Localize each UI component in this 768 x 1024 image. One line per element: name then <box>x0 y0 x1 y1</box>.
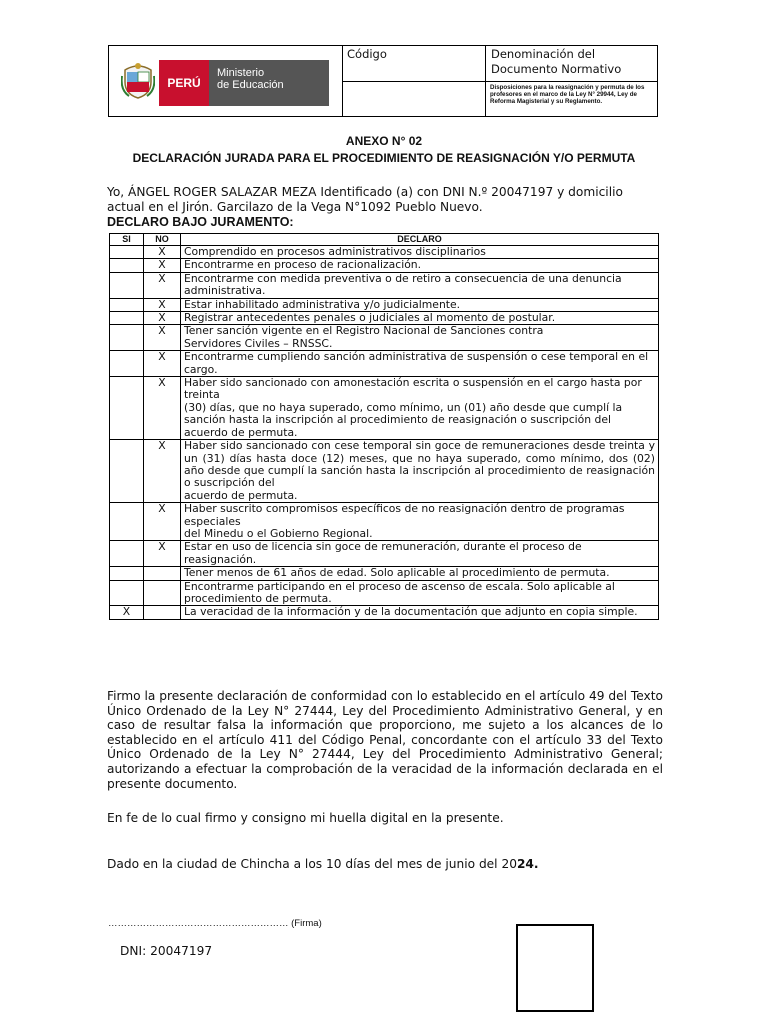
table-row <box>110 440 659 503</box>
declaro-line: Haber suscrito compromisos específicos de no reasignación dentro de programas especiales <box>184 502 625 528</box>
si-cell <box>110 351 144 377</box>
ministry-logo-box <box>209 60 329 106</box>
declaro-cell <box>181 377 659 440</box>
declaro-cell: Tener menos de 61 años de edad. Solo aplicable al procedimiento de permuta. <box>181 567 659 580</box>
peru-logo-box <box>159 60 209 106</box>
col-header-si: SI <box>110 234 144 246</box>
codigo-value-cell <box>343 82 486 117</box>
annex-title: ANEXO N° 02 <box>345 134 423 148</box>
declaro-cell <box>181 440 659 503</box>
table-row <box>110 246 659 259</box>
no-cell: X <box>144 377 181 440</box>
si-cell <box>110 259 144 272</box>
coat-of-arms-icon <box>121 60 155 100</box>
no-cell: X <box>144 246 181 259</box>
table-row <box>110 325 659 351</box>
no-cell: X <box>144 351 181 377</box>
si-cell: X <box>110 606 144 619</box>
logo-ministry-line1: Ministerio <box>217 67 265 79</box>
logo-country-text: PERÚ <box>167 76 201 90</box>
declaro-line: Haber sido sancionado con amonestación escrita o suspensión en el cargo hasta por treinta <box>184 376 642 402</box>
si-cell <box>110 377 144 440</box>
declaro-cell: Encontrarme cumpliendo sanción administrativa de suspensión o cese temporal en el cargo. <box>181 351 659 377</box>
declaro-line: Servidores Civiles – RNSSC. <box>184 336 333 350</box>
si-cell <box>110 580 144 606</box>
no-cell: X <box>144 440 181 503</box>
no-cell: X <box>144 312 181 325</box>
codigo-label: Código <box>347 47 387 61</box>
declaro-cell: Comprendido en procesos administrativos disciplinarios <box>181 246 659 259</box>
si-cell <box>110 541 144 567</box>
document-heading: DECLARACIÓN JURADA PARA EL PROCEDIMIENTO DE REASIGNACIÓN Y/O PERMUTA <box>132 151 636 165</box>
table-row <box>110 259 659 272</box>
table-row <box>110 351 659 377</box>
table-row <box>110 567 659 580</box>
declaration-table-body <box>110 246 659 620</box>
si-cell <box>110 567 144 580</box>
no-cell <box>144 580 181 606</box>
declaro-line: (30) días, que no haya superado, como mínimo, un (01) año desde que cumplí la sanción hasta la inscripción al procedimiento de reasignación o suscripción del acuerdo de permuta. <box>184 400 623 439</box>
declaro-heading: DECLARO BAJO JURAMENTO: <box>107 215 294 229</box>
fe-paragraph: En fe de lo cual firmo y consigno mi huella digital en la presente. <box>107 811 504 825</box>
si-cell <box>110 503 144 541</box>
no-cell <box>144 567 181 580</box>
no-cell: X <box>144 503 181 541</box>
table-row <box>110 606 659 619</box>
declaro-line: del Minedu o el Gobierno Regional. <box>184 526 373 540</box>
table-row <box>110 312 659 325</box>
denominacion-label: Denominación del Documento Normativo <box>491 47 622 76</box>
si-cell <box>110 312 144 325</box>
declaro-cell: Encontrarme participando en el proceso de ascenso de escala. Solo aplicable al procedimiento de permuta. <box>181 580 659 606</box>
denominacion-label-cell <box>486 46 658 82</box>
si-cell <box>110 246 144 259</box>
declaro-cell: La veracidad de la información y de la documentación que adjunto en copia simple. <box>181 606 659 619</box>
declaro-cell: Registrar antecedentes penales o judiciales al momento de postular. <box>181 312 659 325</box>
fingerprint-box <box>516 924 594 1012</box>
codigo-label-cell <box>343 46 486 82</box>
legal-paragraph: Firmo la presente declaración de conformidad con lo establecido en el artículo 49 del Texto Único Ordenado de la Ley N° 27444, Ley del Procedimiento Administrativo General, y en caso de resultar falsa la información que proporciono, me sujeto a los alcances de lo establecido en el artículo 411 del Código Penal, concordante con el artículo 33 del Texto Único Ordenado de la Ley N° 27444, Ley del Procedimiento Administrativo General; autorizando a efectuar la comprobación de la veracidad de la información declarada en el presente documento. <box>107 689 663 791</box>
signature-line: ………………………………………………… (Firma) <box>108 918 322 929</box>
table-row <box>110 541 659 567</box>
logo-ministry-line2: de Educación <box>217 79 284 91</box>
table-row <box>110 503 659 541</box>
declaro-cell: Estar en uso de licencia sin goce de remuneración, durante el proceso de reasignación. <box>181 541 659 567</box>
declaro-line: acuerdo de permuta. <box>184 488 298 502</box>
table-row <box>110 580 659 606</box>
declaro-cell <box>181 503 659 541</box>
dado-year: 24. <box>516 857 539 871</box>
declaration-table <box>109 233 659 620</box>
denominacion-value: Disposiciones para la reasignación y permuta de los profesores en el marco de la Ley N° 29944, Ley de Reforma Magisterial y su Reglamento. <box>490 84 645 105</box>
si-cell <box>110 272 144 298</box>
si-cell <box>110 298 144 311</box>
no-cell: X <box>144 272 181 298</box>
dado-prefix: Dado en la ciudad de Chincha a los 10 días del mes de junio del 20 <box>107 857 517 871</box>
table-header-row <box>110 234 659 246</box>
si-cell <box>110 440 144 503</box>
dado-paragraph <box>107 857 663 872</box>
signature-dni: DNI: 20047197 <box>120 944 213 958</box>
declaro-cell <box>181 325 659 351</box>
no-cell: X <box>144 325 181 351</box>
declaro-line: Tener sanción vigente en el Registro Nacional de Sanciones contra <box>184 324 544 338</box>
denominacion-value-cell <box>486 82 658 117</box>
declaro-cell: Encontrarme en proceso de racionalización. <box>181 259 659 272</box>
no-cell: X <box>144 541 181 567</box>
table-row <box>110 272 659 298</box>
col-header-no: NO <box>144 234 181 246</box>
col-header-declaro: DECLARO <box>181 234 659 246</box>
declaro-line: Haber sido sancionado con cese temporal sin goce de remuneraciones desde treinta y un (31) días hasta doce (12) meses, que no haya superado, como mínimo, dos (02) año desde que cumplí la sanción hasta la inscripción al procedimiento de reasignación o suscripción del <box>184 439 655 490</box>
document-header-table <box>108 45 658 117</box>
no-cell: X <box>144 298 181 311</box>
table-row <box>110 298 659 311</box>
no-cell <box>144 606 181 619</box>
declaro-cell: Estar inhabilitado administrativa y/o judicialmente. <box>181 298 659 311</box>
no-cell: X <box>144 259 181 272</box>
si-cell <box>110 325 144 351</box>
logo-cell <box>109 46 343 117</box>
intro-paragraph: Yo, ÁNGEL ROGER SALAZAR MEZA Identificado (a) con DNI N.º 20047197 y domicilio actual en el Jirón. Garcilazo de la Vega N°1092 Pueblo Nuevo. <box>107 185 623 214</box>
declaro-cell: Encontrarme con medida preventiva o de retiro a consecuencia de una denuncia administrativa. <box>181 272 659 298</box>
table-row <box>110 377 659 440</box>
